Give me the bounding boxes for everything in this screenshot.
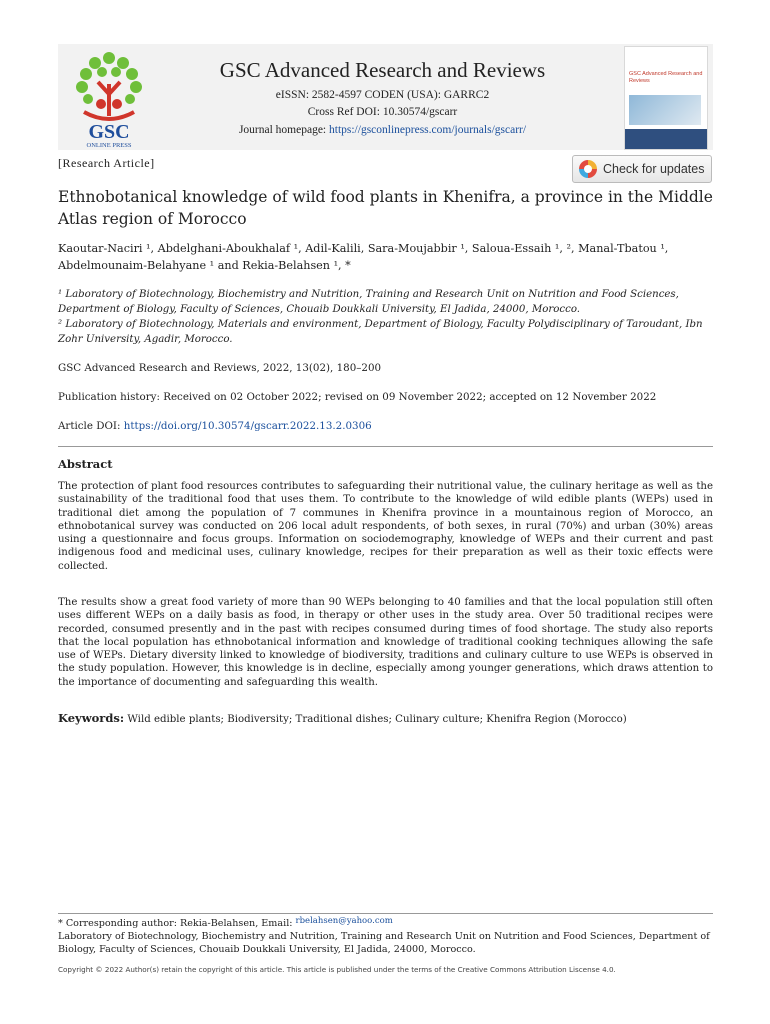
divider [58, 446, 713, 447]
journal-cover-thumbnail [624, 46, 708, 150]
abstract-heading: Abstract [58, 457, 113, 471]
article-type-label: [Research Article] [58, 156, 155, 170]
affiliation-1: ¹ Laboratory of Biotechnology, Biochemistry and Nutrition, Training and Research Unit on Nutrition and Food Sciences, Department of Biology, Faculty of Sciences, Chouaib Doukkali University, El Jadida, 24000, Morocco. [58, 289, 679, 315]
doi-label: Article DOI: [58, 420, 124, 432]
doi-link[interactable]: https://doi.org/10.30574/gscarr.2022.13.2.0306 [123, 420, 372, 432]
journal-title: GSC Advanced Research and Reviews [219, 58, 546, 82]
homepage-link[interactable]: https://gsconlinepress.com/journals/gscarr/ [329, 124, 527, 136]
article-doi [58, 420, 372, 432]
author-list: Kaoutar-Naciri ¹, Abdelghani-Aboukhalaf ¹, Adil-Kalili, Sara-Moujabbir ¹, Saloua-Essaih ¹, ², Manal-Tbatou ¹, Abdelmounaim-Belahyane ¹ and Rekia-Belahsen ¹, * [58, 242, 669, 272]
keywords [58, 711, 718, 725]
check-for-updates-label: Check for updates [603, 162, 705, 176]
cover-footer [625, 129, 707, 149]
check-for-updates-button[interactable] [572, 155, 712, 183]
abstract-paragraph-1: The protection of plant food resources contributes to safeguarding their nutritional value, the culinary heritage as well as the sustainability of the traditional food that uses them. To contribute to the knowledge of wild edible plants (WEPs) used in traditional diet among the population of 7 communes in Khenifra province in a mountainous region of Morocco, an ethnobotanical survey was conducted on 206 local adult respondents, of both sexes, in rural (70%) and urban (30%) areas using a questionnaire and focus groups. Information on sociodemography, knowledge of WEPs and their current and past indigenous food and medicinal uses, culinary knowledge, recipes for their preparation as well as their toxic effects were collected. [58, 481, 713, 572]
logo-subtext: ONLINE PRESS [86, 142, 132, 148]
logo-text: GSC [88, 121, 130, 143]
footnote-divider [58, 913, 713, 914]
paper-title: Ethnobotanical knowledge of wild food plants in Khenifra, a province in the Middle Atlas region of Morocco [58, 188, 713, 228]
keywords-text: Wild edible plants; Biodiversity; Traditional dishes; Culinary culture; Khenifra Region (Morocco) [127, 714, 627, 725]
keywords-label: Keywords: [58, 711, 125, 725]
corresp-email[interactable]: rbelahsen@yahoo.com [295, 916, 393, 926]
affiliations [58, 287, 723, 347]
abstract-paragraph-2: The results show a great food variety of more than 90 WEPs belonging to 40 families and that the local population still often uses different WEPs on a daily basis as food, in therapy or other uses in the study area. Over 50 traditional recipes were recorded, consumed presently and in the past with recipes consumed during times of food shortage. The study also reports that the local population has ethnobotanical information and knowledge of traditional cooking techniques allowing the safe use of WEPs. Dietary diversity linked to knowledge of biodiversity, traditions and culinary culture to use WEPs is observed in the study population. However, this knowledge is in decline, especially among younger generations, which draws attention to the importance of documenting and safeguarding this wealth. [58, 597, 713, 688]
corresp-address: Laboratory of Biotechnology, Biochemistry and Nutrition, Training and Research Unit on Nutrition and Food Sciences, Department of Biology, Faculty of Sciences, Chouaib Doukkali University, El Jadida, 24000, Morocco. [58, 931, 710, 955]
corresponding-author [58, 915, 718, 956]
cover-image [629, 95, 701, 125]
gsc-logo [62, 46, 156, 148]
journal-homepage [190, 124, 575, 136]
journal-issn: eISSN: 2582-4597 CODEN (USA): GARRC2 [275, 89, 490, 101]
copyright-notice: Copyright © 2022 Author(s) retain the copyright of this article. This article is published under the terms of the Creative Commons Attribution Liscense 4.0. [58, 965, 616, 974]
affiliation-2: ² Laboratory of Biotechnology, Materials and environment, Department of Biology, Faculty Polydisciplinary of Taroudant, Ibn Zohr University, Agadir, Morocco. [58, 319, 703, 345]
publication-history: Publication history: Received on 02 October 2022; revised on 09 November 2022; accepted on 12 November 2022 [58, 391, 657, 403]
cover-title: GSC Advanced Research and Reviews [629, 71, 703, 84]
crossmark-icon [579, 160, 597, 178]
homepage-label: Journal homepage: [238, 124, 329, 136]
journal-crossref-doi: Cross Ref DOI: 10.30574/gscarr [307, 106, 458, 118]
corresp-label: * Corresponding author: Rekia-Belahsen, Email: [58, 918, 296, 929]
citation-line: GSC Advanced Research and Reviews, 2022, 13(02), 180–200 [58, 362, 382, 374]
